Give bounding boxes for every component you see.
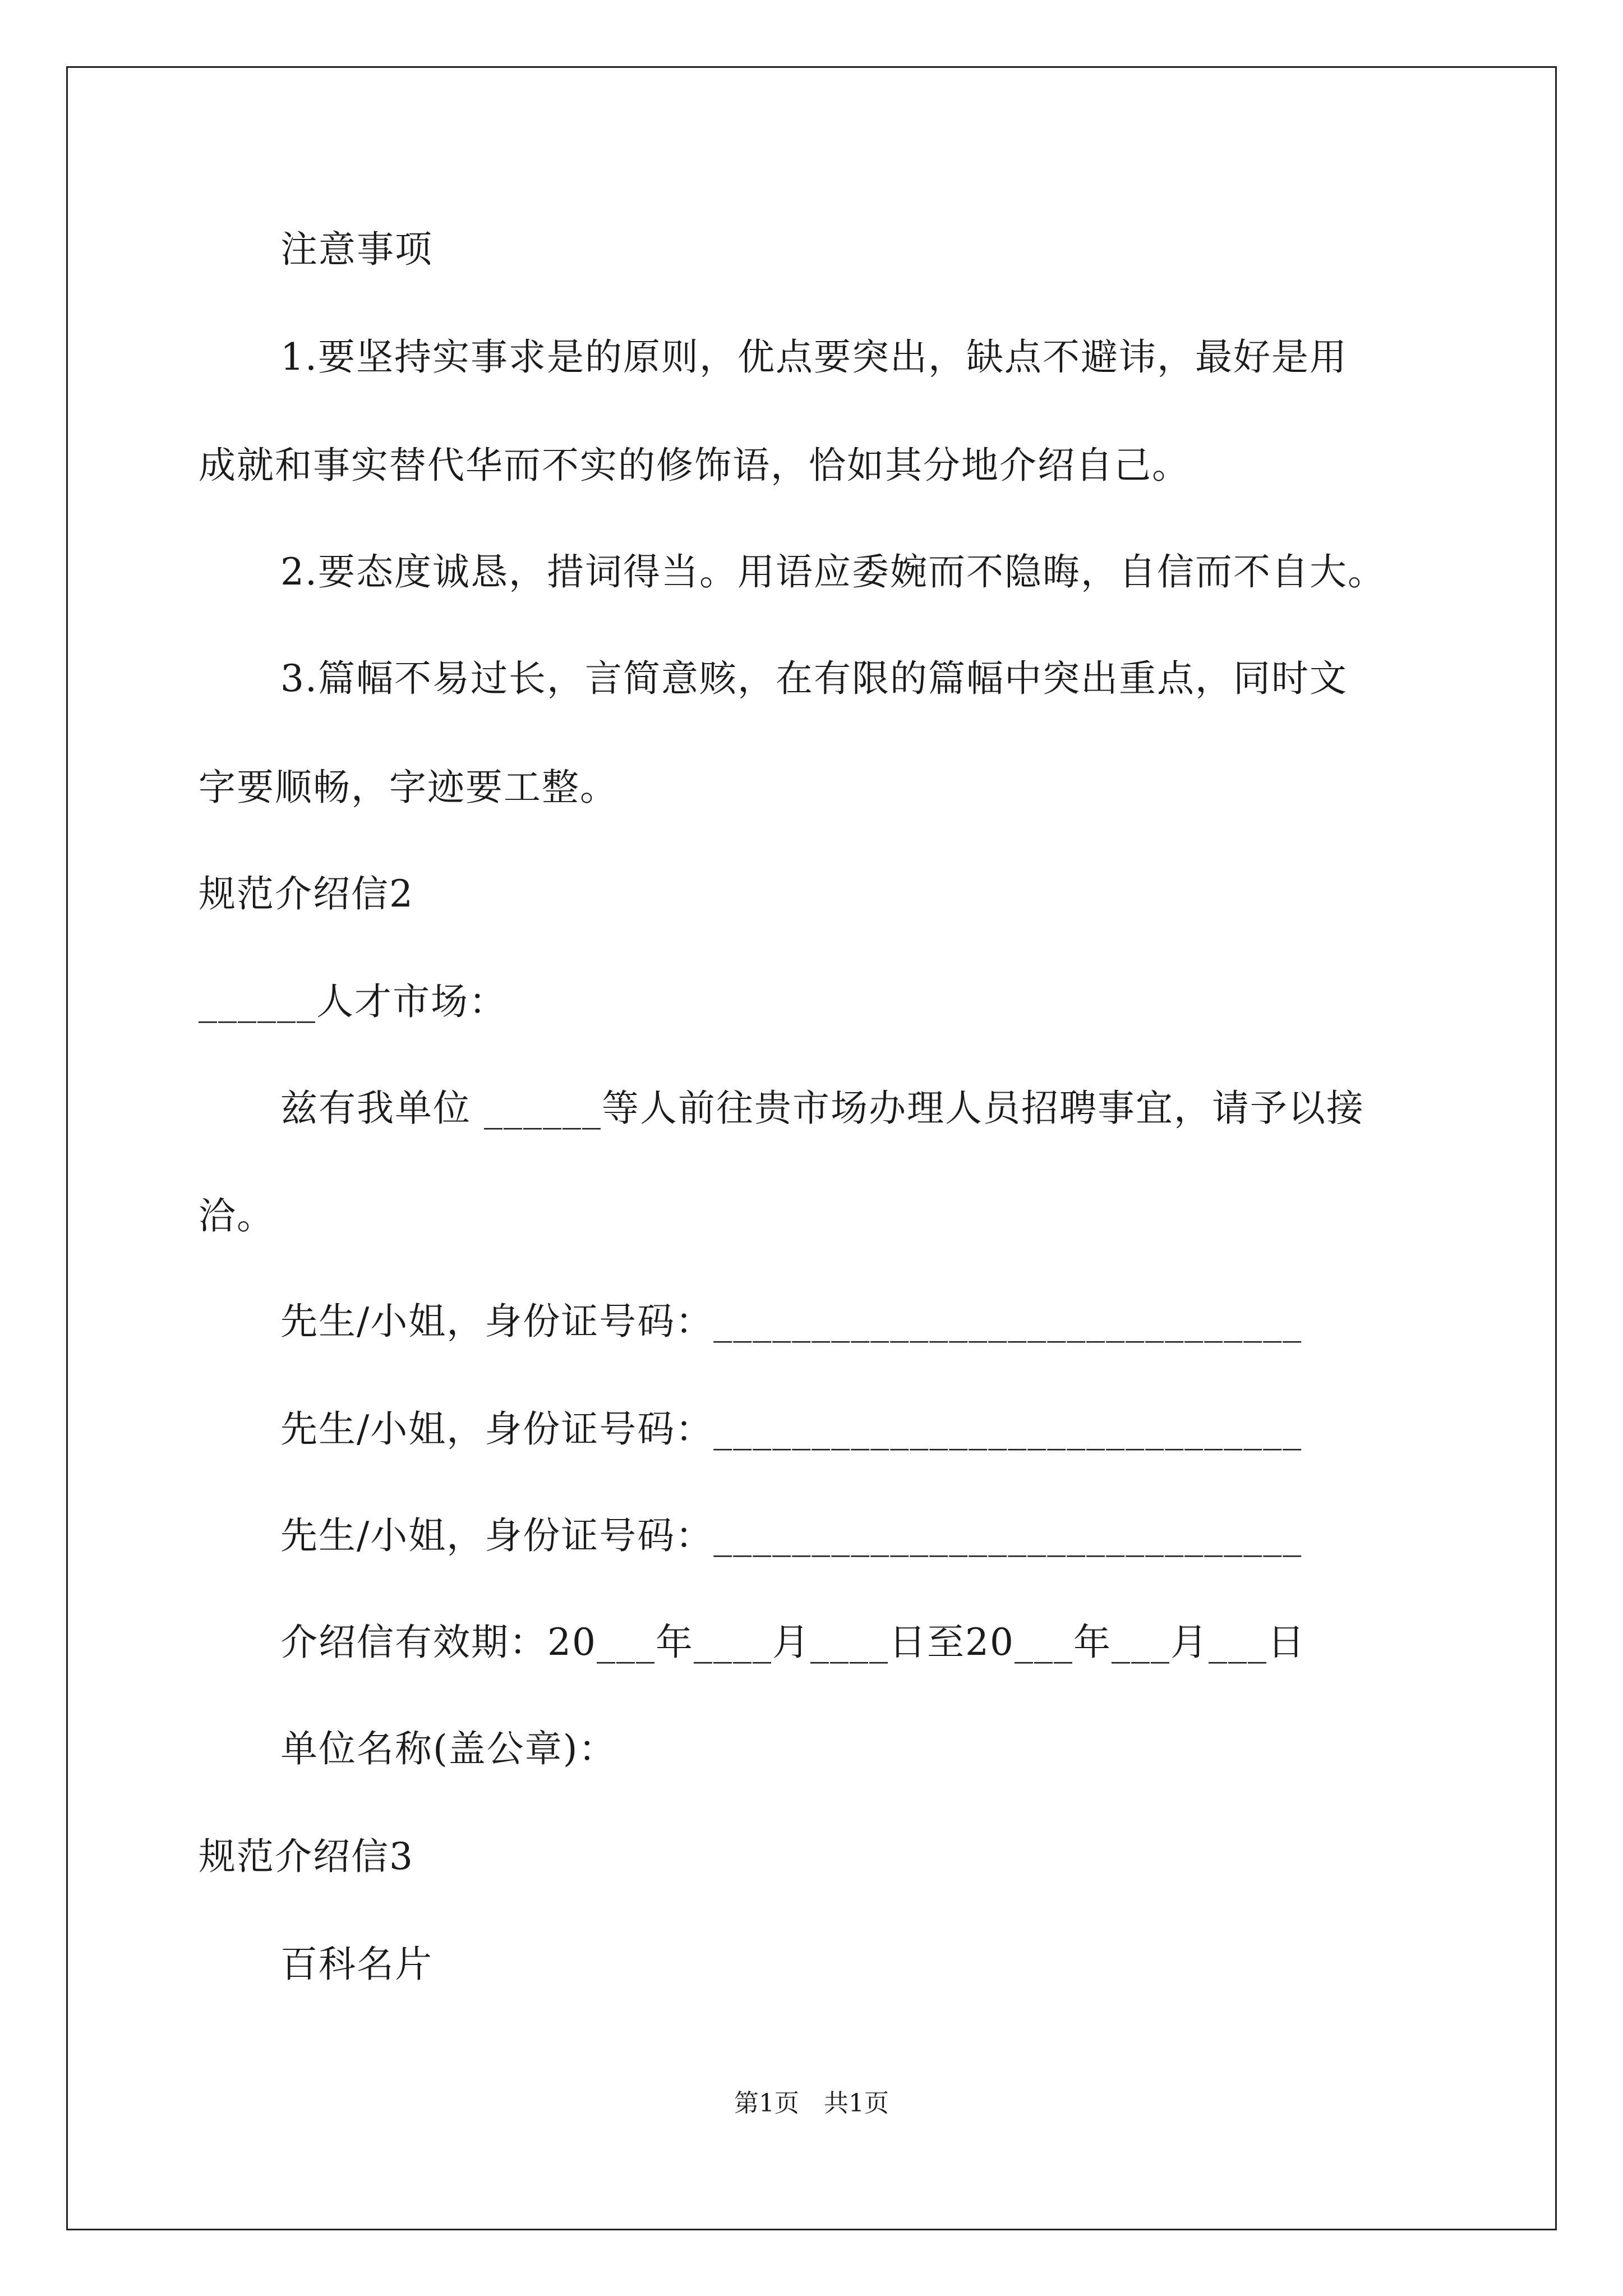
letter-2-body-line-2: 洽。 xyxy=(199,1194,275,1237)
id-number-field-3: 先生/小姐，身份证号码：______________________________ xyxy=(280,1514,1303,1557)
note-item-1-line-2: 成就和事实替代华而不实的修饰语，恰如其分地介绍自己。 xyxy=(199,444,1190,487)
note-item-3-line-1: 3.篇幅不易过长，言简意赅，在有限的篇幅中突出重点，同时文 xyxy=(280,657,1348,700)
note-item-3-line-2: 字要顺畅，字迹要工整。 xyxy=(199,766,618,809)
id-number-field-2: 先生/小姐，身份证号码：______________________________ xyxy=(280,1407,1303,1451)
id-number-field-1: 先生/小姐，身份证号码：______________________________ xyxy=(280,1300,1303,1343)
letter-2-body-line-1: 兹有我单位 ______等人前往贵市场办理人员招聘事宜，请予以接 xyxy=(280,1087,1364,1130)
validity-period: 介绍信有效期：20___年____月____日至20___年___月___日 xyxy=(280,1621,1306,1664)
page-number-footer: 第1页 共1页 xyxy=(734,2089,889,2118)
section-heading-notes: 注意事项 xyxy=(280,228,433,271)
unit-name-seal: 单位名称(盖公章)： xyxy=(280,1727,617,1770)
page-border xyxy=(66,66,1557,2230)
note-item-2: 2.要态度诚恳，措词得当。用语应委婉而不隐晦，自信而不自大。 xyxy=(280,550,1386,593)
letter-2-title: 规范介绍信2 xyxy=(199,872,414,915)
encyclopedia-card-heading: 百科名片 xyxy=(280,1943,433,1986)
letter-2-recipient: ______人才市场： xyxy=(199,980,507,1023)
letter-3-title: 规范介绍信3 xyxy=(199,1835,414,1878)
note-item-1-line-1: 1.要坚持实事求是的原则，优点要突出，缺点不避讳，最好是用 xyxy=(280,335,1348,379)
